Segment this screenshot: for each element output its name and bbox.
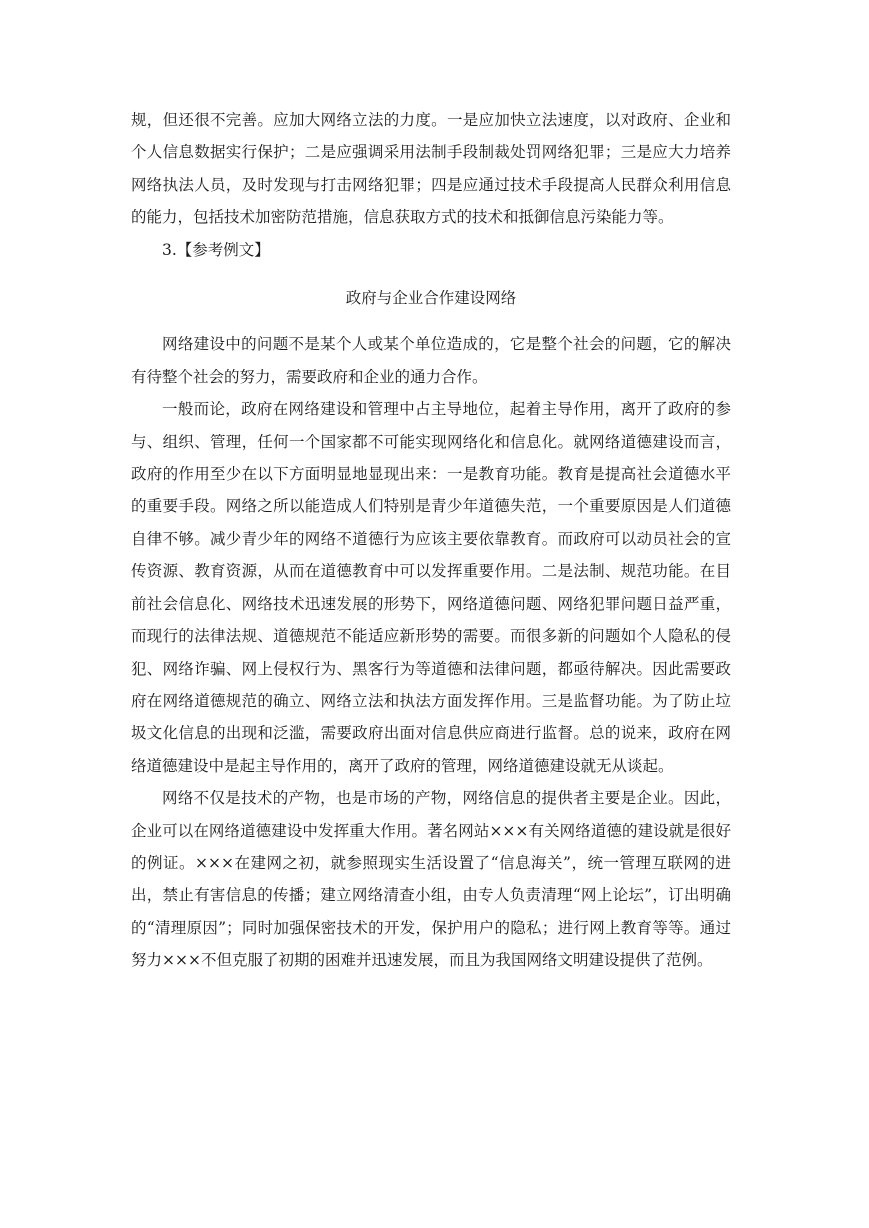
essay-paragraph-1: 网络建设中的问题不是某个人或某个单位造成的，它是整个社会的问题，它的解决有待整个社会的努力，需要政府和企业的通力合作。 [131,335,731,386]
section-heading: 3.【参考例文】 [162,240,270,259]
essay-paragraph-3: 网络不仅是技术的产物，也是市场的产物，网络信息的提供者主要是企业。因此，企业可以在网络道德建设中发挥重大作用。著名网站×××有关网络道德的建设就是很好的例证。×××在建网之初，就参照现实生活设置了“信息海关”，统一管理互联网的进出，禁止有害信息的传播；建立网络清查小组，由专人负责清理“网上论坛”，订出明确的“清理原因”；同时加强保密技术的开发，保护用户的隐私；进行网上教育等等。通过努力×××不但克服了初期的困难并迅速发展，而且为我国网络文明建设提供了范例。 [131,789,731,970]
essay-paragraph-2: 一般而论，政府在网络建设和管理中占主导地位，起着主导作用，离开了政府的参与、组织、管理，任何一个国家都不可能实现网络化和信息化。就网络道德建设而言，政府的作用至少在以下方面明显地显现出来：一是教育功能。教育是提高社会道德水平的重要手段。网络之所以能造成人们特别是青少年道德失范，一个重要原因是人们道德自律不够。减少青少年的网络不道德行为应该主要依靠教育。而政府可以动员社会的宣传资源、教育资源，从而在道德教育中可以发挥重要作用。二是法制、规范功能。在目前社会信息化、网络技术迅速发展的形势下，网络道德问题、网络犯罪问题日益严重，而现行的法律法规、道德规范不能适应新形势的需要。而很多新的问题如个人隐私的侵犯、网络诈骗、网上侵权行为、黑客行为等道德和法律问题，都亟待解决。因此需要政府在网络道德规范的确立、网络立法和执法方面发挥作用。三是监督功能。为了防止垃圾文化信息的出现和泛滥，需要政府出面对信息供应商进行监督。总的说来，政府在网络道德建设中是起主导作用的，离开了政府的管理，网络道德建设就无从谈起。 [131,400,731,775]
essay-title: 政府与企业合作建设网络 [345,289,517,308]
intro-paragraph: 规，但还很不完善。应加大网络立法的力度。一是应加快立法速度，以对政府、企业和个人信息数据实行保护；二是应强调采用法制手段制裁处罚网络犯罪；三是应大力培养网络执法人员，及时发现与打击网络犯罪；四是应通过技术手段提高人民群众利用信息的能力，包括技术加密防范措施，信息获取方式的技术和抵御信息污染能力等。 [131,111,731,227]
